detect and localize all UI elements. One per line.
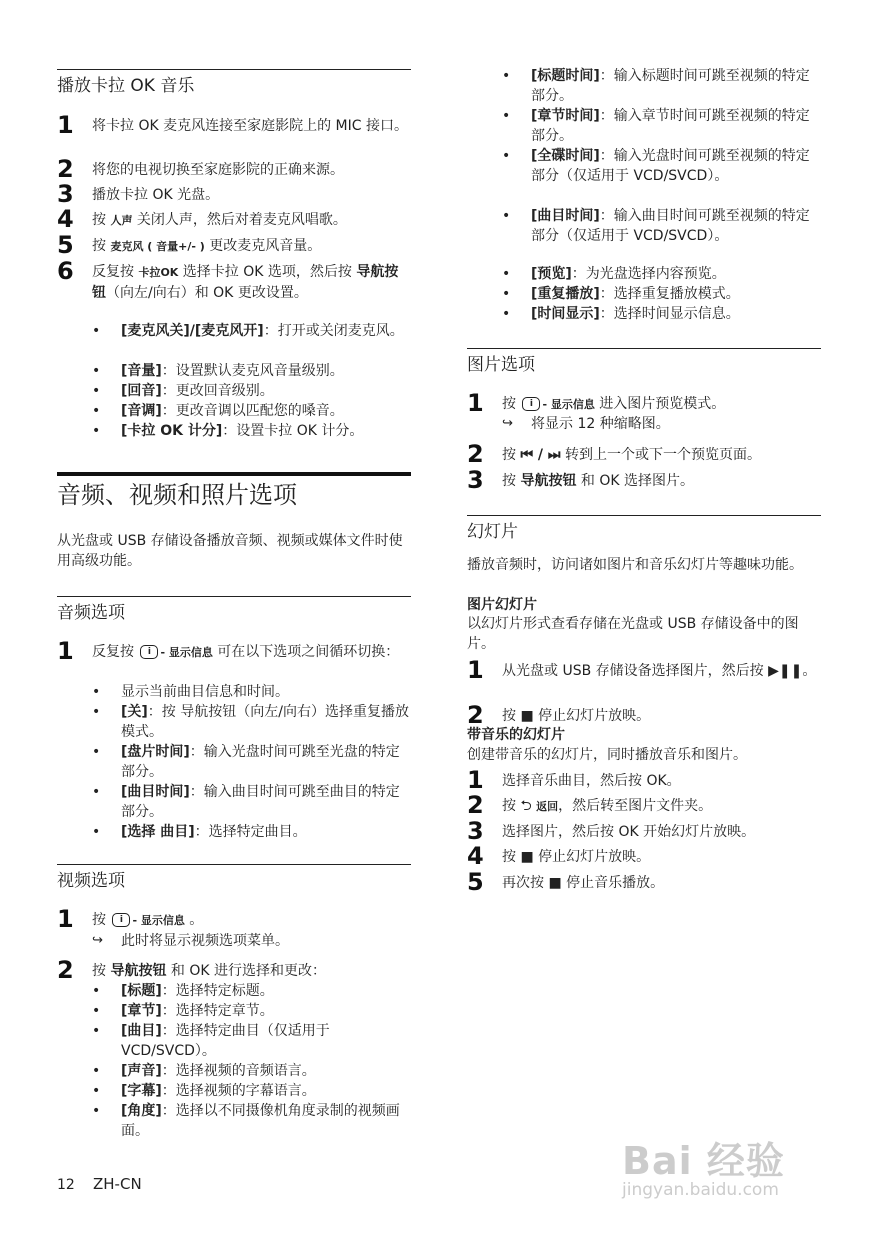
language-code: ZH-CN bbox=[93, 1175, 142, 1193]
slideshow-step-1: 1 从光盘或 USB 存储设备选择图片，然后按 ▶❚❚。 bbox=[467, 656, 817, 684]
info-icon: i bbox=[140, 645, 158, 659]
list-item: • [标题]：选择特定标题。 bbox=[92, 981, 411, 1001]
list-item: • [音量]：设置默认麦克风音量级别。 bbox=[92, 361, 411, 381]
picture-step-1: 1 按 i - 显示信息 进入图片预览模式。 bbox=[467, 389, 726, 417]
video-heading: 视频选项 bbox=[57, 871, 125, 891]
list-item: • [字幕]：选择视频的字幕语言。 bbox=[92, 1081, 411, 1101]
list-item: • [麦克风关]/[麦克风开]：打开或关闭麦克风。 bbox=[92, 321, 411, 341]
watermark-logo: Bai 经验 bbox=[622, 1139, 785, 1183]
list-item: • [声音]：选择视频的音频语言。 bbox=[92, 1061, 411, 1081]
picture-step-2: 2 按 ⏮ / ⏭ 转到上一个或下一个预览页面。 bbox=[467, 440, 761, 468]
music-step-4: 4 按 ■ 停止幻灯片放映。 bbox=[467, 842, 651, 870]
slideshow-intro: 播放音频时，访问诸如图片和音乐幻灯片等趣味功能。 bbox=[467, 557, 803, 573]
list-item: • [音调]：更改音调以匹配您的嗓音。 bbox=[92, 401, 411, 421]
music-slideshow-subheading: 带音乐的幻灯片 bbox=[467, 727, 565, 743]
vocal-key: 人声 bbox=[110, 214, 133, 227]
result-line: ↪ 此时将显示视频选项菜单。 bbox=[92, 933, 289, 949]
chapter-rule bbox=[57, 472, 411, 476]
karaoke-step-1: 1 将卡拉 OK 麦克风连接至家庭影院上的 MIC 接口。 bbox=[57, 111, 408, 139]
karaoke-step-3: 3 播放卡拉 OK 光盘。 bbox=[57, 180, 220, 208]
karaoke-key: 卡拉OK bbox=[138, 266, 179, 279]
slideshow-heading: 幻灯片 bbox=[467, 522, 518, 542]
list-item: • [关]：按 导航按钮（向左/向右）选择重复播放模式。 bbox=[92, 702, 411, 742]
result-arrow-icon: ↪ bbox=[92, 933, 103, 948]
music-step-2: 2 按 ⮌ 返回，然后转至图片文件夹。 bbox=[467, 791, 713, 819]
list-item: • [章节时间]：输入章节时间可跳至视频的特定部分。 bbox=[502, 106, 821, 146]
prev-next-icon: ⏮ / ⏭ bbox=[520, 447, 561, 463]
picture-step-3: 3 按 导航按钮 和 OK 选择图片。 bbox=[467, 466, 695, 494]
photo-slideshow-text: 以幻灯片形式查看存储在光盘或 USB 存储设备中的图片。 bbox=[467, 616, 799, 652]
chapter-intro: 从光盘或 USB 存储设备播放音频、视频或媒体文件时使用高级功能。 bbox=[57, 533, 403, 569]
list-item: • [曲目时间]：输入曲目时间可跳至视频的特定部分（仅适用于 VCD/SVCD）。 bbox=[502, 206, 821, 246]
list-item: • 显示当前曲目信息和时间。 bbox=[92, 682, 411, 702]
result-line: ↪ 将显示 12 种缩略图。 bbox=[502, 416, 670, 432]
list-item: • [全碟时间]：输入光盘时间可跳至视频的特定部分（仅适用于 VCD/SVCD）。 bbox=[502, 146, 821, 186]
list-item: • [卡拉 OK 计分]：设置卡拉 OK 计分。 bbox=[92, 421, 411, 441]
audio-heading: 音频选项 bbox=[57, 603, 125, 623]
karaoke-step-2: 2 将您的电视切换至家庭影院的正确来源。 bbox=[57, 155, 344, 183]
list-item: • [章节]：选择特定章节。 bbox=[92, 1001, 411, 1021]
info-icon: i bbox=[112, 913, 130, 927]
picture-heading: 图片选项 bbox=[467, 355, 535, 375]
page-number: 12 bbox=[57, 1177, 75, 1193]
watermark-url: jingyan.baidu.com bbox=[622, 1180, 779, 1200]
music-step-5: 5 再次按 ■ 停止音乐播放。 bbox=[467, 868, 665, 896]
list-item: • [曲目时间]：输入曲目时间可跳至曲目的特定部分。 bbox=[92, 782, 411, 822]
karaoke-step-6: 6 反复按 卡拉OK 选择卡拉 OK 选项，然后按 导航按钮（向左/向右）和 OK 更改设置。 bbox=[57, 257, 399, 301]
slideshow-step-2: 2 按 ■ 停止幻灯片放映。 bbox=[467, 701, 651, 729]
list-item: • [曲目]：选择特定曲目（仅适用于 VCD/SVCD）。 bbox=[92, 1021, 411, 1061]
karaoke-heading: 播放卡拉 OK 音乐 bbox=[57, 76, 195, 96]
list-item: • [回音]：更改回音级别。 bbox=[92, 381, 411, 401]
mic-volume-key: 麦克风 ( 音量+/- ) bbox=[110, 240, 205, 253]
video-step-2: 2 按 导航按钮 和 OK 进行选择和更改： bbox=[57, 956, 327, 984]
music-slideshow-text: 创建带音乐的幻灯片，同时播放音乐和图片。 bbox=[467, 747, 747, 763]
chapter-title: 音频、视频和照片选项 bbox=[57, 481, 297, 509]
karaoke-step-4: 4 按 人声 关闭人声，然后对着麦克风唱歌。 bbox=[57, 205, 347, 233]
section-rule bbox=[57, 596, 411, 597]
karaoke-step-5: 5 按 麦克风 ( 音量+/- ) 更改麦克风音量。 bbox=[57, 231, 322, 259]
photo-slideshow-subheading: 图片幻灯片 bbox=[467, 597, 537, 613]
list-item: • [盘片时间]：输入光盘时间可跳至光盘的特定部分。 bbox=[92, 742, 411, 782]
list-item: • [时间显示]：选择时间显示信息。 bbox=[502, 304, 821, 324]
list-item: • [选择 曲目]：选择特定曲目。 bbox=[92, 822, 411, 842]
result-arrow-icon: ↪ bbox=[502, 416, 513, 431]
list-item: • [标题时间]：输入标题时间可跳至视频的特定部分。 bbox=[502, 66, 821, 106]
music-step-1: 1 选择音乐曲目，然后按 OK。 bbox=[467, 766, 681, 794]
music-step-3: 3 选择图片，然后按 OK 开始幻灯片放映。 bbox=[467, 817, 756, 845]
section-rule bbox=[467, 348, 821, 349]
list-item: • [预览]：为光盘选择内容预览。 bbox=[502, 264, 821, 284]
back-key: 返回 bbox=[536, 800, 559, 813]
section-rule bbox=[57, 864, 411, 865]
audio-step-1: 1 反复按 i - 显示信息 可在以下选项之间循环切换： bbox=[57, 637, 400, 665]
section-rule bbox=[57, 69, 411, 70]
baidu-watermark bbox=[622, 1130, 822, 1210]
list-item: • [重复播放]：选择重复播放模式。 bbox=[502, 284, 821, 304]
list-item: • [角度]：选择以不同摄像机角度录制的视频画面。 bbox=[92, 1101, 411, 1141]
section-rule bbox=[467, 515, 821, 516]
video-step-1: 1 按 i - 显示信息 。 bbox=[57, 905, 204, 933]
info-icon: i bbox=[522, 397, 540, 411]
